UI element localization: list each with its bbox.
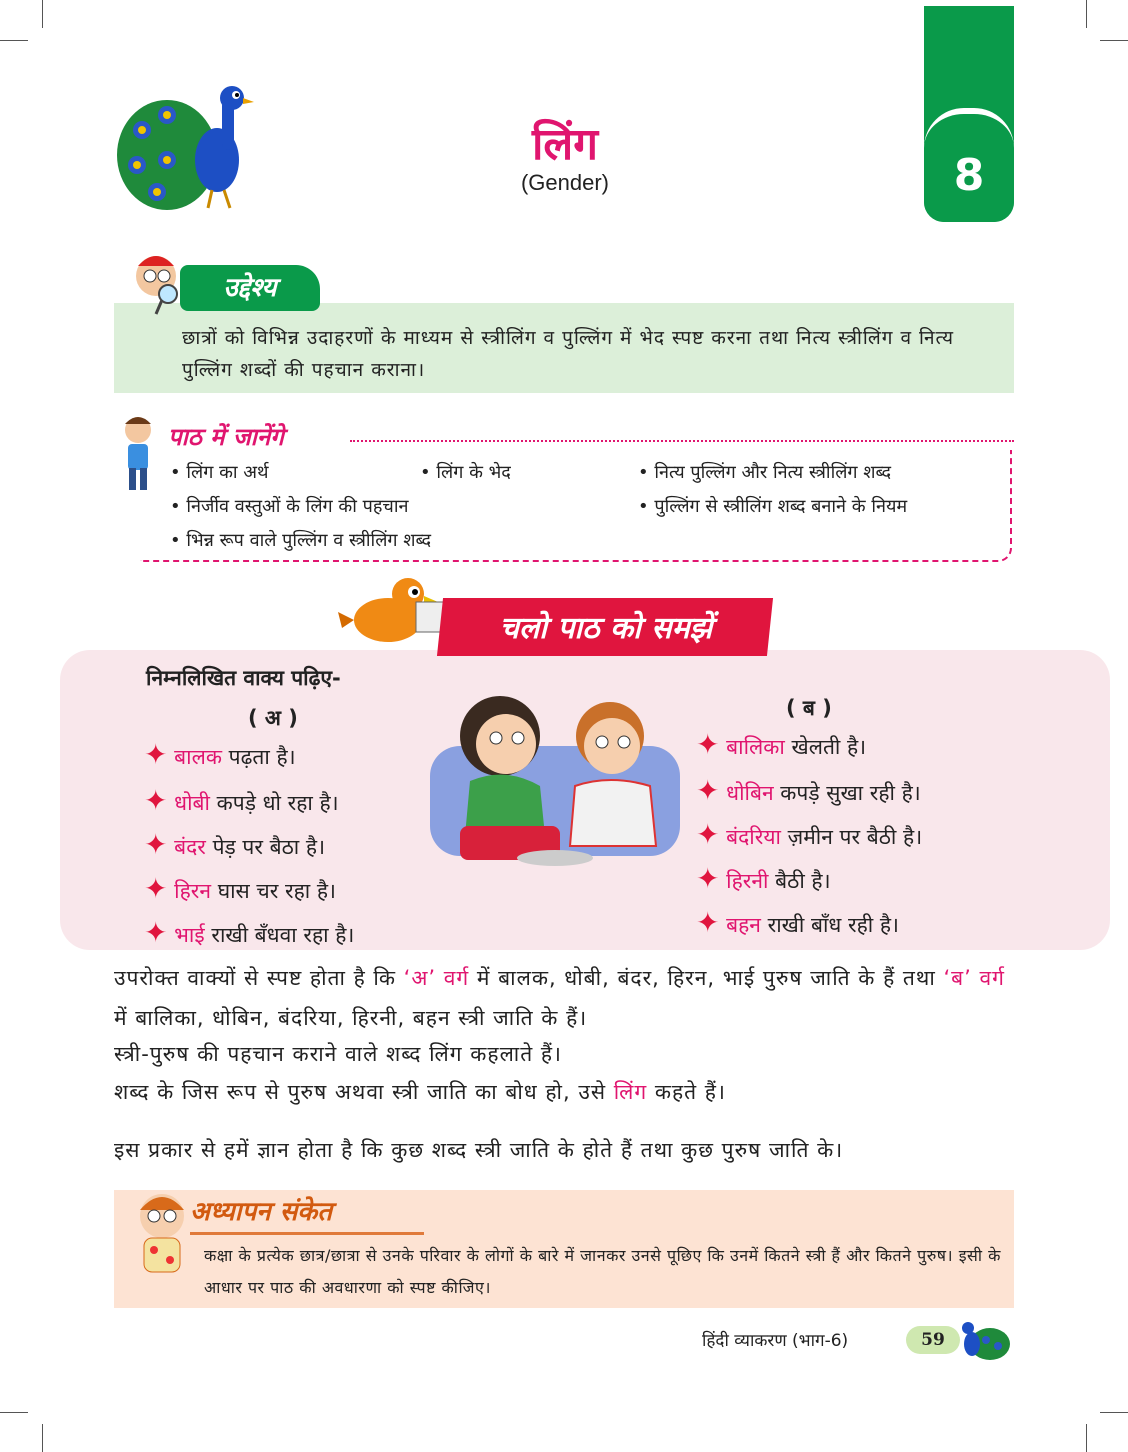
- crop-mark: [0, 1412, 28, 1413]
- star-bullet-icon: ✦: [144, 872, 168, 905]
- sentence-a: ✦ धोबी कपड़े धो रहा है।: [144, 784, 339, 817]
- crop-mark: [1100, 1412, 1128, 1413]
- explanation-line: स्त्री-पुरुष की पहचान कराने वाले शब्द लिंग कहलाते हैं।: [114, 1042, 563, 1066]
- boy-mascot-icon: [130, 1190, 196, 1286]
- star-bullet-icon: ✦: [144, 784, 168, 817]
- learn-heading: पाठ में जानेंगे: [168, 423, 284, 451]
- learn-item: • भिन्न रूप वाले पुल्लिंग व स्त्रीलिंग शब्द: [170, 530, 432, 551]
- crop-mark: [42, 1424, 43, 1452]
- learn-divider: [350, 440, 1014, 444]
- boy-magnifier-icon: [128, 250, 186, 316]
- rakhi-illustration: [430, 686, 680, 866]
- star-bullet-icon: ✦: [696, 862, 720, 895]
- learn-item: • लिंग का अर्थ: [170, 462, 269, 483]
- crop-mark: [1086, 0, 1087, 28]
- objective-text: छात्रों को विभिन्न उदाहरणों के माध्यम से स्त्रीलिंग व पुल्लिंग में भेद स्पष्ट करना तथा नित्य स्त्रीलिंग व नित्य पुल्लिंग शब्दों की पहचान कराना।: [182, 327, 955, 381]
- explanation-paragraph: उपरोक्त वाक्यों से स्पष्ट होता है कि ‘अ’ वर्ग में बालक, धोबी, बंदर, हिरन, भाई पुरुष जाति के हैं तथा ‘ब’ वर्ग में बालिका, धोबिन, बंदरिया, हिरनी, बहन स्त्री जाति के हैं।: [114, 966, 1005, 1030]
- learn-item: • लिंग के भेद: [420, 462, 511, 483]
- crop-mark: [42, 0, 43, 28]
- crop-mark: [1086, 1424, 1087, 1452]
- crop-mark: [0, 40, 28, 41]
- learn-item: • पुल्लिंग से स्त्रीलिंग शब्द बनाने के नियम: [638, 496, 908, 517]
- column-a-heading: ( अ ): [248, 706, 298, 730]
- sentence-b: ✦ बालिका खेलती है।: [696, 728, 867, 761]
- sentence-b: ✦ धोबिन कपड़े सुखा रही है।: [696, 774, 921, 807]
- sentence-a: ✦ बालक पढ़ता है।: [144, 738, 296, 771]
- learn-item: • नित्य पुल्लिंग और नित्य स्त्रीलिंग शब्द: [638, 462, 892, 483]
- star-bullet-icon: ✦: [144, 916, 168, 949]
- star-bullet-icon: ✦: [696, 728, 720, 761]
- teaching-tips-heading: अध्यापन संकेत: [190, 1192, 424, 1235]
- chapter-number: 8: [953, 150, 985, 201]
- page-number: 59: [906, 1326, 960, 1354]
- peacock-illustration: [112, 80, 282, 220]
- star-bullet-icon: ✦: [144, 738, 168, 771]
- star-bullet-icon: ✦: [696, 818, 720, 851]
- definition-line: शब्द के जिस रूप से पुरुष अथवा स्त्री जाति का बोध हो, उसे लिंग कहते हैं।: [114, 1080, 726, 1104]
- star-bullet-icon: ✦: [144, 828, 168, 861]
- column-b-heading: ( ब ): [786, 696, 832, 720]
- chapter-subtitle: (Gender): [520, 170, 610, 195]
- bird-reading-icon: [338, 572, 448, 650]
- star-bullet-icon: ✦: [696, 774, 720, 807]
- objective-heading: उद्देश्य: [180, 265, 320, 311]
- learn-item: • निर्जीव वस्तुओं के लिंग की पहचान: [170, 496, 409, 517]
- sentence-b: ✦ हिरनी बैठी है।: [696, 862, 831, 895]
- sentence-a: ✦ भाई राखी बँधवा रहा है।: [144, 916, 355, 949]
- sentence-b: ✦ बहन राखी बाँध रही है।: [696, 906, 899, 939]
- book-title: हिंदी व्याकरण (भाग-6): [702, 1331, 849, 1351]
- sentence-b: ✦ बंदरिया ज़मीन पर बैठी है।: [696, 818, 923, 851]
- chapter-title: लिंग: [532, 119, 598, 170]
- teaching-tips-text: कक्षा के प्रत्येक छात्र/छात्रा से उनके परिवार के लोगों के बारे में जानकर उनसे पूछिए कि उनमें कितने स्त्री हैं और कितने पुरुष। इसी के आधार पर पाठ की अवधारणा को स्पष्ट कीजिए।: [204, 1246, 1001, 1297]
- reading-instruction: निम्नलिखित वाक्य पढ़िए-: [146, 666, 341, 690]
- star-bullet-icon: ✦: [696, 906, 720, 939]
- peacock-footer-icon: [956, 1316, 1012, 1364]
- sentence-a: ✦ बंदर पेड़ पर बैठा है।: [144, 828, 326, 861]
- sentence-a: ✦ हिरन घास चर रहा है।: [144, 872, 336, 905]
- conclusion-line: इस प्रकार से हमें ज्ञान होता है कि कुछ शब्द स्त्री जाति के होते हैं तथा कुछ पुरुष जाति के।: [114, 1138, 844, 1162]
- crop-mark: [1100, 40, 1128, 41]
- section-banner-label: चलो पाठ को समझें: [499, 611, 713, 646]
